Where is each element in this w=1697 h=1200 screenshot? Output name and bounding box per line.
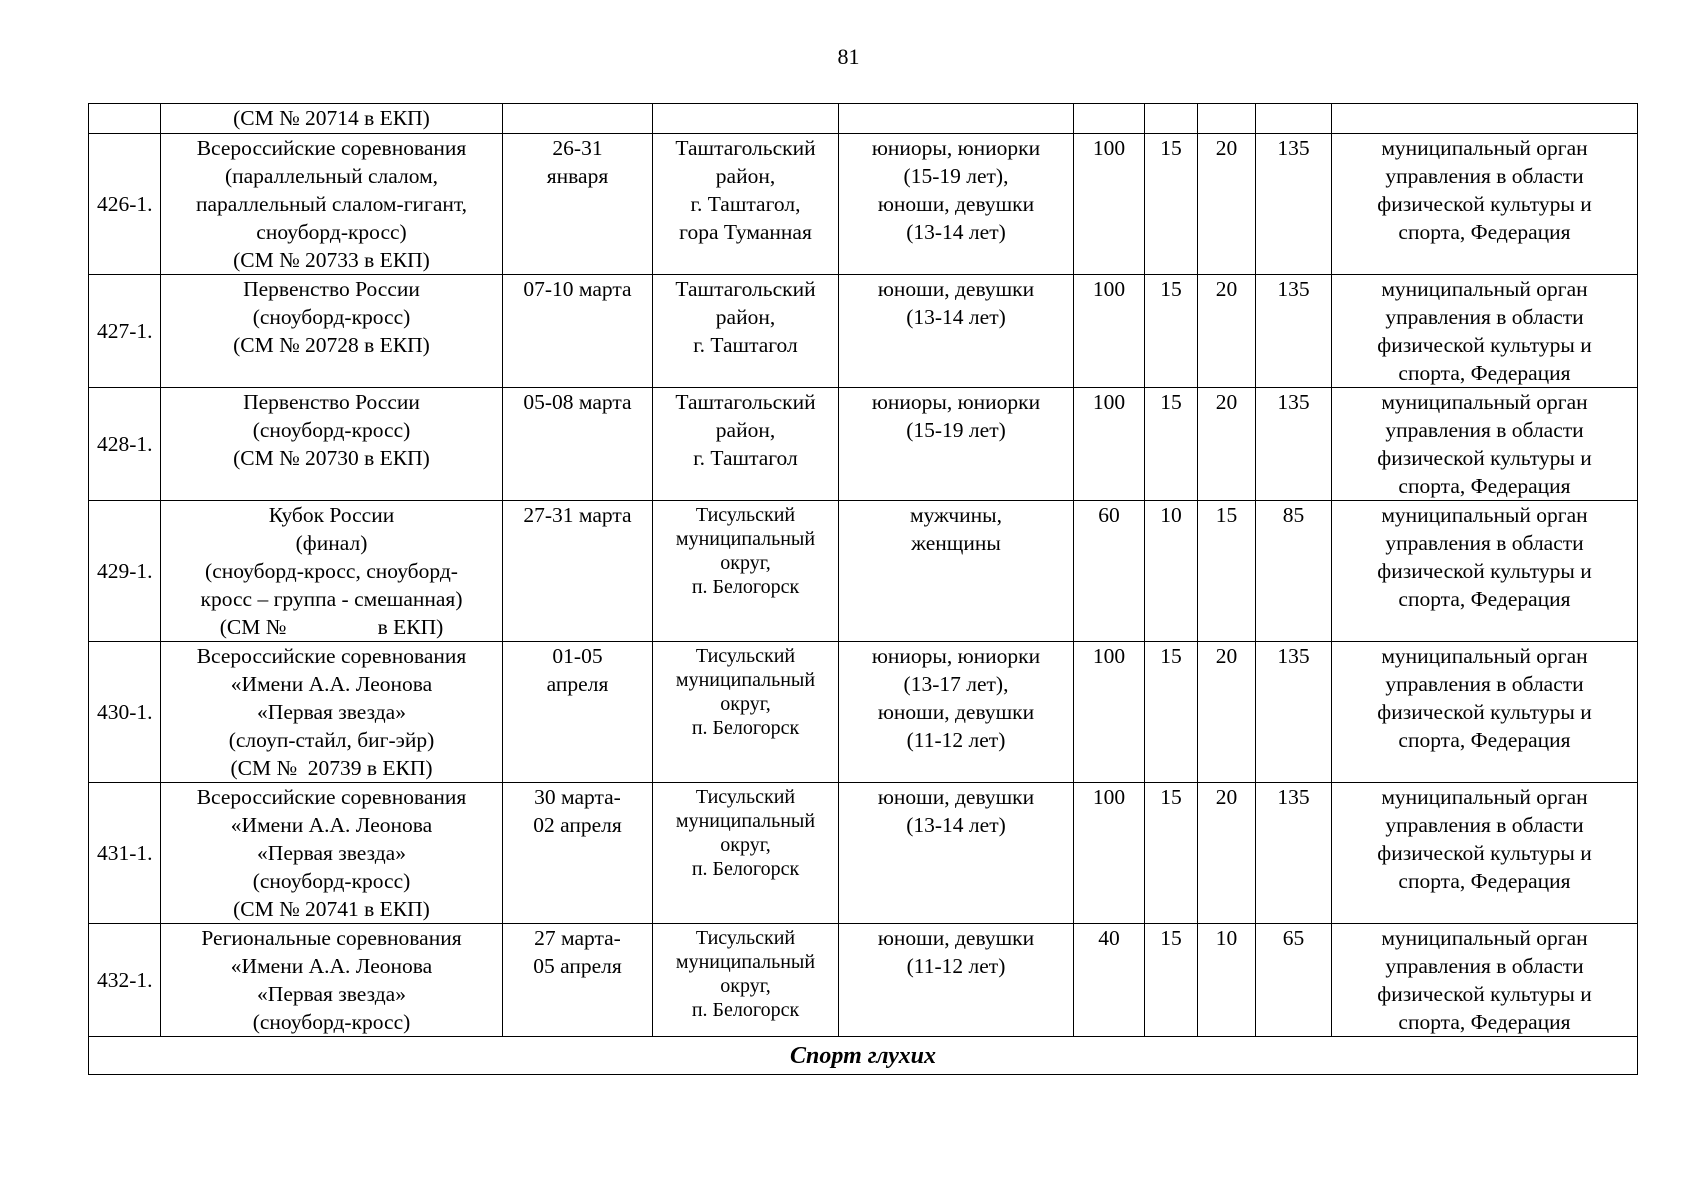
event-line: (сноуборд-кросс, сноуборд- <box>205 559 458 583</box>
event-line: «Имени А.А. Леонова <box>230 672 433 696</box>
place-line: г. Таштагол, <box>690 192 801 216</box>
organizer-line: муниципальный орган <box>1381 785 1588 809</box>
place-line: гора Туманная <box>679 220 812 244</box>
table-row <box>89 924 1638 1037</box>
dates-cell <box>503 134 653 275</box>
participants-cell <box>839 104 1074 134</box>
organizer-line: физической культуры и <box>1377 192 1592 216</box>
participants-line: юноши, девушки <box>877 700 1035 724</box>
count-cell-3: 20 <box>1198 275 1256 388</box>
event-line: (СМ № 20730 в ЕКП) <box>233 446 430 470</box>
events-table-body <box>89 104 1638 1075</box>
table-row <box>89 388 1638 501</box>
count-cell-3: 20 <box>1198 388 1256 501</box>
count-cell-2: 10 <box>1145 501 1198 642</box>
organizer-cell <box>1332 134 1638 275</box>
participants-line: женщины <box>911 531 1001 555</box>
organizer-line: физической культуры и <box>1377 446 1592 470</box>
dates-line: 07-10 марта <box>523 277 632 301</box>
events-table <box>88 103 1638 1075</box>
event-line: Первенство России <box>243 390 420 414</box>
event-line: (СМ № в ЕКП) <box>219 615 444 639</box>
event-line: Первенство России <box>243 277 420 301</box>
event-line: параллельный слалом-гигант, <box>195 192 468 216</box>
participants-cell <box>839 924 1074 1037</box>
event-line: Региональные соревнования <box>201 926 462 950</box>
organizer-line: спорта, Федерация <box>1398 1010 1571 1034</box>
organizer-line: муниципальный орган <box>1381 926 1588 950</box>
total-cell: 135 <box>1256 642 1332 783</box>
count-cell-1: 100 <box>1074 783 1145 924</box>
row-number: 427-1. <box>89 275 161 388</box>
place-line: Тисульский <box>695 927 796 949</box>
place-line: округ, <box>720 693 771 715</box>
event-line: Всероссийские соревнования <box>196 785 467 809</box>
event-line: «Первая звезда» <box>257 841 406 865</box>
participants-line: юноши, девушки <box>877 926 1035 950</box>
place-line: округ, <box>720 975 771 997</box>
place-line: муниципальный <box>675 951 816 973</box>
place-line: район, <box>715 164 776 188</box>
participants-line: юноши, девушки <box>877 192 1035 216</box>
count-cell-1: 100 <box>1074 388 1145 501</box>
place-cell <box>653 134 839 275</box>
event-line: (СМ № 20714 в ЕКП) <box>233 106 430 130</box>
table-row <box>89 501 1638 642</box>
participants-line: (11-12 лет) <box>906 728 1006 752</box>
place-cell <box>653 783 839 924</box>
dates-cell <box>503 388 653 501</box>
place-line: п. Белогорск <box>691 999 800 1021</box>
organizer-line: управления в области <box>1385 164 1584 188</box>
event-line: Всероссийские соревнования <box>196 644 467 668</box>
organizer-line: управления в области <box>1385 813 1584 837</box>
event-line: (сноуборд-кросс) <box>252 1010 411 1034</box>
count-cell-2: 15 <box>1145 783 1198 924</box>
organizer-line: спорта, Федерация <box>1398 587 1571 611</box>
participants-line: (15-19 лет), <box>903 164 1009 188</box>
count-cell-3 <box>1198 104 1256 134</box>
event-line: кросс – группа - смешанная) <box>200 587 463 611</box>
place-line: район, <box>715 305 776 329</box>
place-line: Таштагольский <box>675 277 816 301</box>
place-line: муниципальный <box>675 528 816 550</box>
place-cell <box>653 275 839 388</box>
count-cell-2: 15 <box>1145 642 1198 783</box>
place-line: округ, <box>720 552 771 574</box>
dates-cell <box>503 104 653 134</box>
participants-line: (13-14 лет) <box>906 813 1006 837</box>
total-cell <box>1256 104 1332 134</box>
count-cell-1: 100 <box>1074 134 1145 275</box>
dates-line: апреля <box>546 672 609 696</box>
event-cell <box>161 501 503 642</box>
participants-line: юниоры, юниорки <box>871 644 1041 668</box>
num-cell <box>89 104 161 134</box>
dates-cell <box>503 275 653 388</box>
row-number: 430-1. <box>89 642 161 783</box>
count-cell-3: 10 <box>1198 924 1256 1037</box>
place-line: г. Таштагол <box>693 446 798 470</box>
place-cell <box>653 501 839 642</box>
place-line: Таштагольский <box>675 136 816 160</box>
count-cell-3: 20 <box>1198 642 1256 783</box>
organizer-line: спорта, Федерация <box>1398 869 1571 893</box>
organizer-cell <box>1332 275 1638 388</box>
place-cell <box>653 388 839 501</box>
section-heading-row <box>89 1037 1638 1075</box>
participants-cell <box>839 642 1074 783</box>
count-cell-3: 15 <box>1198 501 1256 642</box>
count-cell-1 <box>1074 104 1145 134</box>
place-line: п. Белогорск <box>691 576 800 598</box>
organizer-line: спорта, Федерация <box>1398 728 1571 752</box>
organizer-line: физической культуры и <box>1377 841 1592 865</box>
participants-line: юниоры, юниорки <box>871 136 1041 160</box>
dates-cell <box>503 501 653 642</box>
dates-line: 05 апреля <box>533 954 622 978</box>
total-cell: 135 <box>1256 783 1332 924</box>
dates-line: января <box>546 164 609 188</box>
organizer-line: физической культуры и <box>1377 982 1592 1006</box>
event-line: (СМ № 20741 в ЕКП) <box>233 897 430 921</box>
event-cell <box>161 275 503 388</box>
organizer-line: спорта, Федерация <box>1398 361 1571 385</box>
place-line: муниципальный <box>675 669 816 691</box>
organizer-line: управления в области <box>1385 954 1584 978</box>
event-line: (СМ № 20739 в ЕКП) <box>230 756 433 780</box>
event-cell <box>161 924 503 1037</box>
participants-line: (15-19 лет) <box>906 418 1006 442</box>
table-row <box>89 134 1638 275</box>
event-line: (сноуборд-кросс) <box>252 305 411 329</box>
place-line: муниципальный <box>675 810 816 832</box>
participants-cell <box>839 501 1074 642</box>
participants-line: (13-14 лет) <box>906 305 1006 329</box>
dates-line: 02 апреля <box>533 813 622 837</box>
event-cell <box>161 783 503 924</box>
participants-line: (11-12 лет) <box>906 954 1006 978</box>
row-number: 426-1. <box>89 134 161 275</box>
place-line: округ, <box>720 834 771 856</box>
organizer-line: муниципальный орган <box>1381 503 1588 527</box>
dates-cell <box>503 642 653 783</box>
event-line: «Имени А.А. Леонова <box>230 954 433 978</box>
count-cell-1: 100 <box>1074 642 1145 783</box>
place-line: Тисульский <box>695 504 796 526</box>
organizer-cell <box>1332 501 1638 642</box>
count-cell-1: 40 <box>1074 924 1145 1037</box>
count-cell-2: 15 <box>1145 388 1198 501</box>
event-line: «Первая звезда» <box>257 982 406 1006</box>
count-cell-2: 15 <box>1145 924 1198 1037</box>
place-line: г. Таштагол <box>693 333 798 357</box>
participants-line: юниоры, юниорки <box>871 390 1041 414</box>
place-line: Таштагольский <box>675 390 816 414</box>
event-cell <box>161 104 503 134</box>
place-line: район, <box>715 418 776 442</box>
place-line: Тисульский <box>695 786 796 808</box>
event-line: (СМ № 20733 в ЕКП) <box>233 248 430 272</box>
organizer-line: муниципальный орган <box>1381 390 1588 414</box>
event-line: Всероссийские соревнования <box>196 136 467 160</box>
dates-cell <box>503 924 653 1037</box>
total-cell: 85 <box>1256 501 1332 642</box>
place-line: п. Белогорск <box>691 858 800 880</box>
event-line: (сноуборд-кросс) <box>252 869 411 893</box>
row-number: 428-1. <box>89 388 161 501</box>
organizer-cell <box>1332 783 1638 924</box>
count-cell-3: 20 <box>1198 783 1256 924</box>
event-cell <box>161 642 503 783</box>
organizer-line: физической культуры и <box>1377 700 1592 724</box>
event-line: (СМ № 20728 в ЕКП) <box>233 333 430 357</box>
total-cell: 135 <box>1256 388 1332 501</box>
dates-line: 26-31 <box>552 136 603 160</box>
participants-line: мужчины, <box>909 503 1003 527</box>
event-line: Кубок России <box>268 503 395 527</box>
dates-line: 05-08 марта <box>523 390 632 414</box>
organizer-line: физической культуры и <box>1377 559 1592 583</box>
organizer-line: управления в области <box>1385 672 1584 696</box>
organizer-cell <box>1332 104 1638 134</box>
total-cell: 135 <box>1256 134 1332 275</box>
table-row <box>89 275 1638 388</box>
dates-cell <box>503 783 653 924</box>
event-cell <box>161 388 503 501</box>
organizer-line: муниципальный орган <box>1381 277 1588 301</box>
organizer-line: муниципальный орган <box>1381 136 1588 160</box>
event-line: (финал) <box>295 531 368 555</box>
continuation-row <box>89 104 1638 134</box>
organizer-line: спорта, Федерация <box>1398 220 1571 244</box>
row-number: 429-1. <box>89 501 161 642</box>
row-number: 431-1. <box>89 783 161 924</box>
dates-line: 30 марта- <box>534 785 621 809</box>
participants-line: (13-14 лет) <box>906 220 1006 244</box>
event-cell <box>161 134 503 275</box>
event-line: (слоуп-стайл, биг-эйр) <box>228 728 435 752</box>
participants-line: (13-17 лет), <box>903 672 1009 696</box>
page-number: 81 <box>837 44 860 69</box>
organizer-line: управления в области <box>1385 531 1584 555</box>
participants-cell <box>839 134 1074 275</box>
event-line: «Имени А.А. Леонова <box>230 813 433 837</box>
participants-line: юноши, девушки <box>877 785 1035 809</box>
event-line: сноуборд-кросс) <box>256 220 407 244</box>
event-line: (параллельный слалом, <box>224 164 439 188</box>
count-cell-3: 20 <box>1198 134 1256 275</box>
count-cell-2 <box>1145 104 1198 134</box>
event-line: (сноуборд-кросс) <box>252 418 411 442</box>
place-cell <box>653 104 839 134</box>
organizer-line: управления в области <box>1385 418 1584 442</box>
place-line: Тисульский <box>695 645 796 667</box>
participants-cell <box>839 275 1074 388</box>
count-cell-2: 15 <box>1145 134 1198 275</box>
organizer-line: муниципальный орган <box>1381 644 1588 668</box>
count-cell-2: 15 <box>1145 275 1198 388</box>
place-cell <box>653 924 839 1037</box>
organizer-line: физической культуры и <box>1377 333 1592 357</box>
dates-line: 27-31 марта <box>523 503 632 527</box>
dates-line: 01-05 <box>552 644 603 668</box>
organizer-cell <box>1332 924 1638 1037</box>
dates-line: 27 марта- <box>534 926 621 950</box>
section-heading: Спорт глухих <box>89 1037 1638 1075</box>
total-cell: 65 <box>1256 924 1332 1037</box>
organizer-cell <box>1332 642 1638 783</box>
total-cell: 135 <box>1256 275 1332 388</box>
count-cell-1: 100 <box>1074 275 1145 388</box>
organizer-line: управления в области <box>1385 305 1584 329</box>
row-number: 432-1. <box>89 924 161 1037</box>
participants-cell <box>839 783 1074 924</box>
place-cell <box>653 642 839 783</box>
table-row <box>89 642 1638 783</box>
participants-line: юноши, девушки <box>877 277 1035 301</box>
organizer-line: спорта, Федерация <box>1398 474 1571 498</box>
organizer-cell <box>1332 388 1638 501</box>
place-line: п. Белогорск <box>691 717 800 739</box>
count-cell-1: 60 <box>1074 501 1145 642</box>
table-row <box>89 783 1638 924</box>
participants-cell <box>839 388 1074 501</box>
event-line: «Первая звезда» <box>257 700 406 724</box>
